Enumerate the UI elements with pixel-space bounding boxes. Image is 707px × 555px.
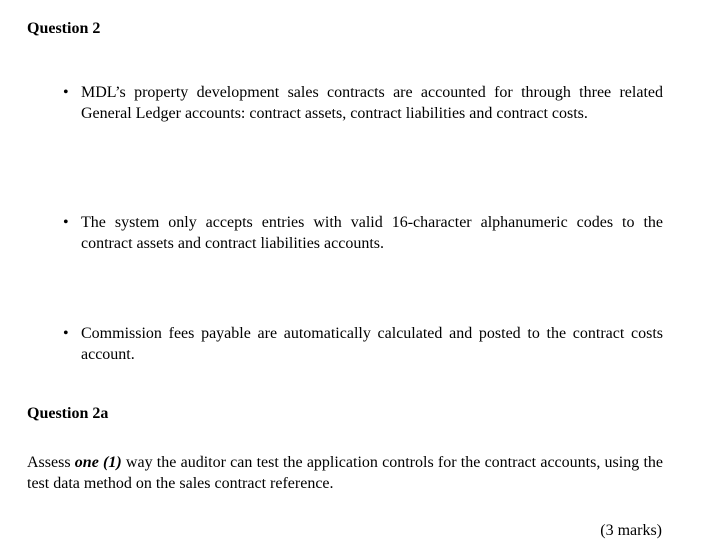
prompt-emphasis: one (1) <box>74 454 122 471</box>
bullet-item <box>63 323 663 365</box>
prompt-lead: Assess <box>27 454 71 471</box>
bullet-item <box>63 212 663 254</box>
bullet-text: MDL’s property development sales contracts are accounted for through three related General Ledger accounts: contract assets, contract liabilities and contract costs. <box>81 84 663 122</box>
bullet-text: Commission fees payable are automatically calculated and posted to the contract costs account. <box>81 325 663 363</box>
bullet-icon: • <box>63 84 69 101</box>
bullet-item <box>63 82 663 124</box>
subquestion-heading: Question 2a <box>27 405 109 422</box>
question-heading: Question 2 <box>27 20 101 37</box>
question-prompt <box>27 452 663 494</box>
bullet-text: The system only accepts entries with valid 16-character alphanumeric codes to the contract assets and contract liabilities accounts. <box>81 214 663 252</box>
bullet-icon: • <box>63 214 69 231</box>
bullet-icon: • <box>63 325 69 342</box>
prompt-body: way the auditor can test the application controls for the contract accounts, using the test data method on the sales contract reference. <box>27 454 664 492</box>
marks-label: (3 marks) <box>600 522 662 539</box>
